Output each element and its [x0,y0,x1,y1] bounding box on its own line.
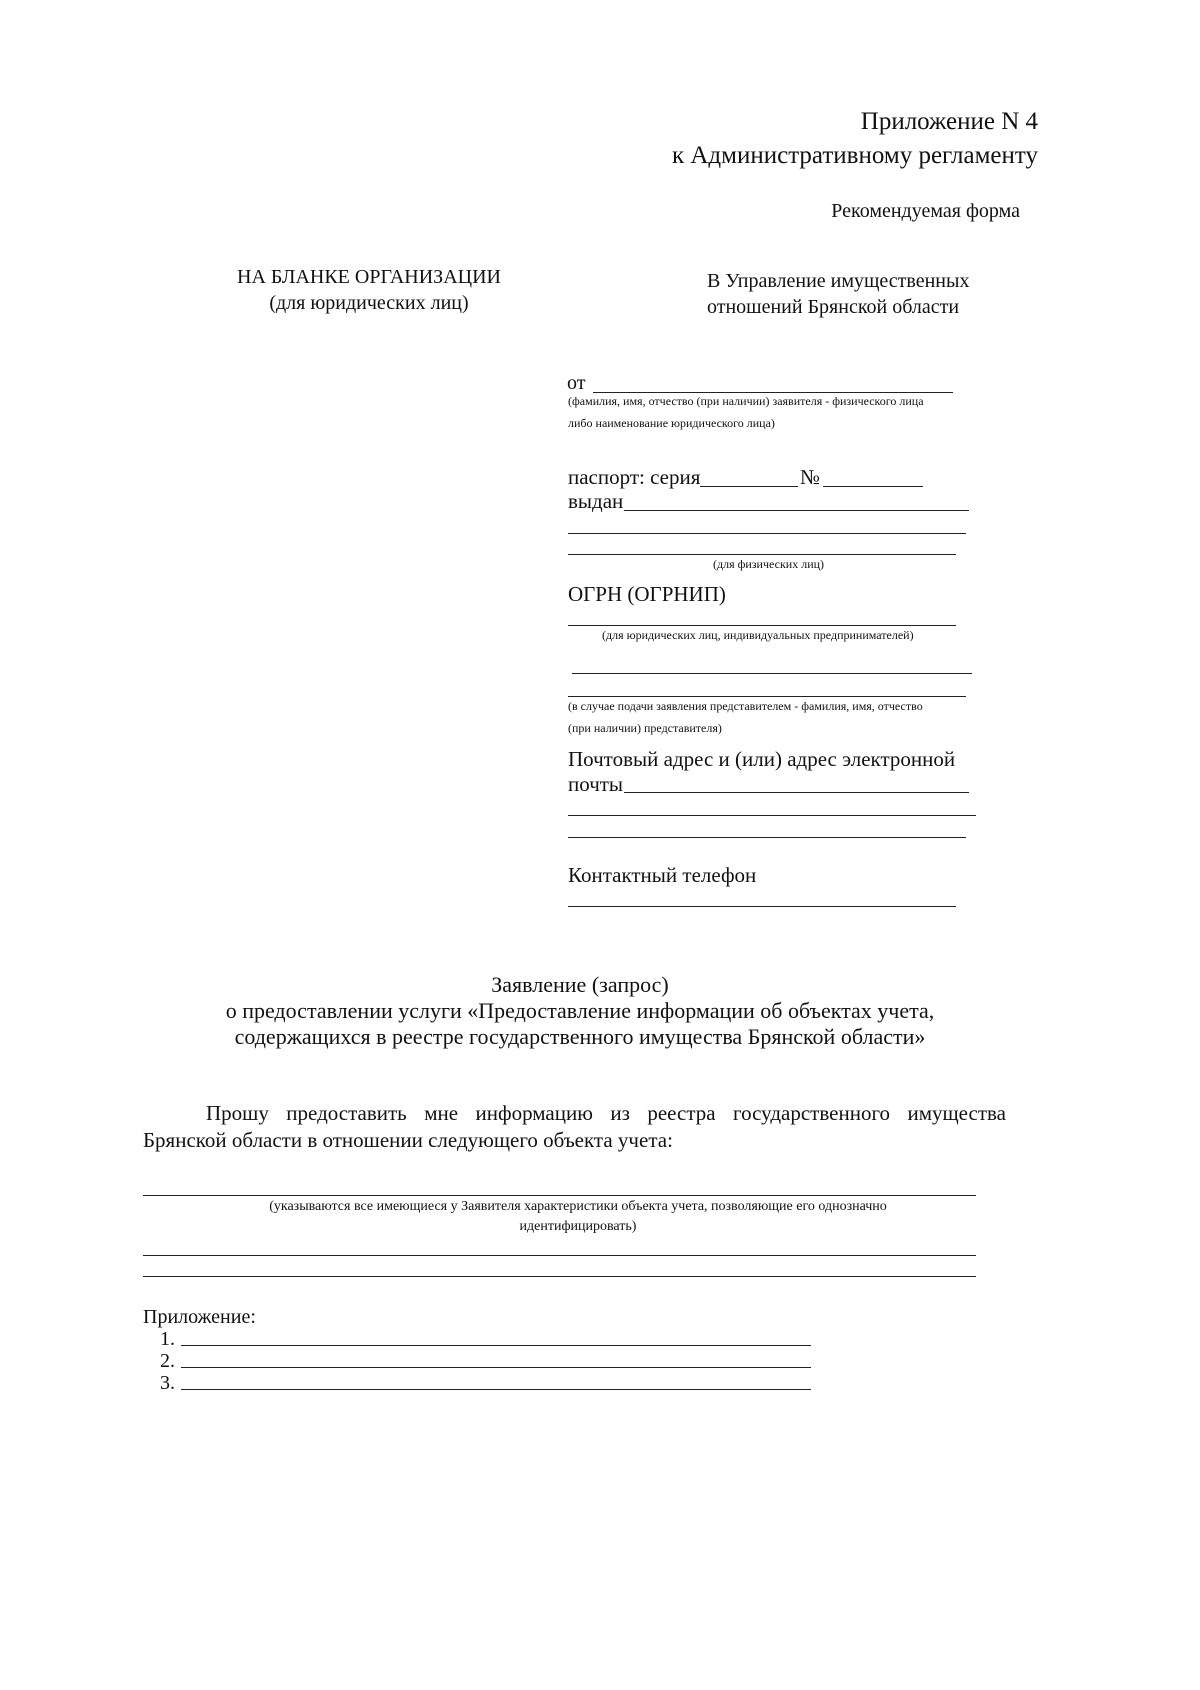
document-title: Заявление (запрос) [491,972,669,997]
from-field-line[interactable] [593,392,953,393]
object-hint-1: (указываются все имеющиеся у Заявителя характеристики объекта учета, позволяющие его однозначно [269,1199,887,1214]
passport-issued-field-2[interactable] [568,533,966,534]
postal-field-2[interactable] [568,815,976,816]
from-hint-2: либо наименование юридического лица) [568,416,775,430]
request-text-1: Прошу предоставить мне информацию из реестра государственного имущества [206,1101,1006,1125]
document-subtitle-2: содержащихся в реестре государственного имущества Брянской области» [234,1024,926,1049]
addressee-line-1: В Управление имущественных [707,270,970,292]
passport-issued-field-3[interactable] [568,554,956,555]
document-subtitle-1: о предоставлении услуги «Предоставление информации об объектах учета, [225,998,935,1023]
request-text-2: Брянской области в отношении следующего объекта учета: [143,1128,673,1152]
passport-series-field[interactable] [700,486,798,487]
object-description-field-2[interactable] [143,1255,976,1256]
passport-series-label: паспорт: серия [568,465,701,489]
passport-issued-field[interactable] [624,510,969,511]
letterhead-hint: (для юридических лиц) [269,292,469,314]
object-description-field[interactable] [143,1195,976,1196]
from-label: от [567,372,586,394]
appendix-number: Приложение N 4 [860,108,1038,135]
representative-hint-1: (в случае подачи заявления представителем - фамилия, имя, отчество [568,699,923,713]
phone-field[interactable] [568,906,956,907]
postal-field-3[interactable] [568,837,966,838]
attachment-number-3: 3. [160,1372,175,1394]
addressee-line-2: отношений Брянской области [707,296,960,318]
passport-number-label: № [800,465,821,489]
postal-label-1: Почтовый адрес и (или) адрес электронной [568,747,956,771]
from-hint-1: (фамилия, имя, отчество (при наличии) заявителя - физического лица [568,394,924,408]
attachments-label: Приложение: [143,1306,256,1328]
representative-field-2[interactable] [568,696,966,697]
postal-field[interactable] [624,792,969,793]
attachment-field-1[interactable] [181,1345,811,1346]
recommended-form-note: Рекомендуемая форма [831,200,1020,222]
regulation-reference: к Административному регламенту [671,142,1038,169]
attachment-field-2[interactable] [181,1367,811,1368]
object-description-field-3[interactable] [143,1276,976,1277]
postal-label-2: почты [568,772,624,796]
passport-number-field[interactable] [823,486,923,487]
phone-label: Контактный телефон [568,863,757,887]
passport-issued-label: выдан [568,489,624,513]
ogrn-field[interactable] [568,625,956,626]
attachment-number-2: 2. [160,1350,175,1372]
letterhead-note: НА БЛАНКЕ ОРГАНИЗАЦИИ [237,266,501,288]
representative-field[interactable] [572,673,972,674]
object-hint-2: идентифицировать) [519,1219,637,1234]
attachment-number-1: 1. [160,1328,175,1350]
ogrn-hint: (для юридических лиц, индивидуальных предпринимателей) [602,628,914,642]
attachment-field-3[interactable] [181,1389,811,1390]
passport-hint: (для физических лиц) [713,557,825,571]
representative-hint-2: (при наличии) представителя) [568,721,722,735]
ogrn-label: ОГРН (ОГРНИП) [568,582,726,606]
